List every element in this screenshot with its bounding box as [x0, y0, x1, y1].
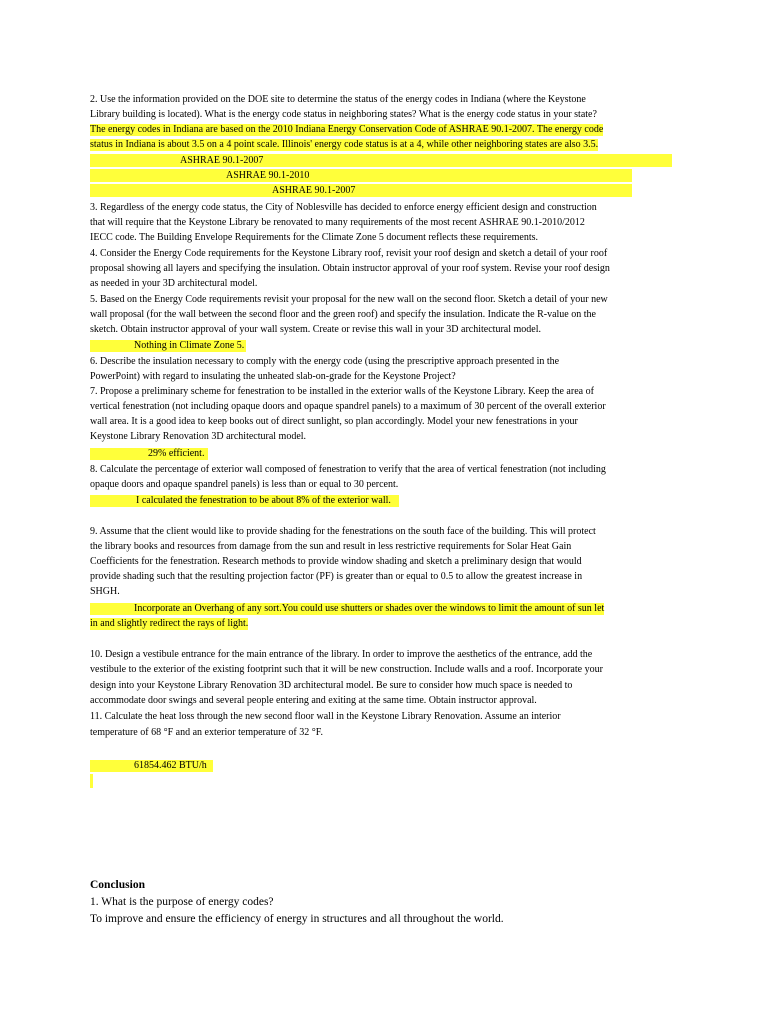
q2-line-1: 2. Use the information provided on the DOE site to determine the status of the energy codes in Indiana (where the Keystone — [90, 94, 586, 105]
q9-answer-line-2: in and slightly redirect the rays of light. — [90, 618, 249, 629]
q7-answer: 29% efficient. — [90, 448, 208, 460]
q4-line-3: as needed in your 3D architectural model. — [90, 278, 258, 289]
q9-answer-line-1: Incorporate an Overhang of any sort.You could use shutters or shades over the windows to limit the amount of sun let — [90, 603, 604, 615]
q9-line-1: 9. Assume that the client would like to provide shading for the fenestrations on the south face of the building. This will protect — [90, 526, 596, 537]
highlight-bar — [90, 184, 632, 197]
q2-line-2: Library building is located). What is the energy code status in neighboring states? What is the energy code status in your state? — [90, 109, 597, 120]
q7-line-4: Keystone Library Renovation 3D architectural model. — [90, 431, 307, 442]
conclusion-question: 1. What is the purpose of energy codes? — [90, 896, 274, 908]
q4-line-2: proposal showing all layers and specifying the insulation. Obtain instructor approval of your roof system. Revise your roof design — [90, 263, 610, 274]
q2-answer-line-2: status in Indiana is about 3.5 on a 4 point scale. Illinois' energy code status is at a 4, while other neighboring states are also 3.5. — [90, 139, 599, 150]
q7-line-2: vertical fenestration (not including opaque doors and opaque spandrel panels) to a maximum of 30 percent of the overall exterior — [90, 401, 606, 412]
q3-line-3: IECC code. The Building Envelope Requirements for the Climate Zone 5 document reflects these requirements. — [90, 232, 539, 243]
q9-line-3: Coefficients for the fenestration. Research methods to provide window shading and sketch a preliminary design that would — [90, 556, 582, 567]
highlight-bar — [90, 154, 672, 167]
q8-answer: I calculated the fenestration to be about 8% of the exterior wall. — [90, 495, 399, 507]
q6-line-1: 6. Describe the insulation necessary to comply with the energy code (using the prescriptive approach presented in the — [90, 356, 560, 367]
conclusion-heading: Conclusion — [90, 879, 145, 891]
q8-line-1: 8. Calculate the percentage of exterior wall composed of fenestration to verify that the area of vertical fenestration (not including — [90, 464, 606, 475]
q6-line-2: PowerPoint) with regard to insulating the unheated slab-on-grade for the Keystone Project? — [90, 371, 456, 382]
q11-answer: 61854.462 BTU/h — [90, 760, 213, 772]
q10-line-2: vestibule to the exterior of the existing footprint such that it will be new construction. Include walls and a roof. Incorporate your — [90, 664, 603, 675]
q5-answer: Nothing in Climate Zone 5. — [90, 340, 246, 352]
q10-line-1: 10. Design a vestibule entrance for the main entrance of the library. In order to improve the aesthetics of the entrance, add the — [90, 649, 593, 660]
q11-line-2: temperature of 68 °F and an exterior temperature of 32 °F. — [90, 727, 323, 738]
q10-line-3: design into your Keystone Library Renovation 3D architectural model. Be sure to consider how much space is needed to — [90, 680, 573, 691]
q9-line-2: the library books and resources from damage from the sun and result in less restrictive requirements for Solar Heat Gain — [90, 541, 572, 552]
q3-line-1: 3. Regardless of the energy code status, the City of Noblesville has decided to enforce energy efficient design and construction — [90, 202, 597, 213]
ashrae-code-other: ASHRAE 90.1-2007 — [272, 185, 356, 196]
ashrae-code-indiana: ASHRAE 90.1-2007 — [180, 155, 264, 166]
q9-line-5: SHGH. — [90, 586, 120, 597]
q11-line-1: 11. Calculate the heat loss through the new second floor wall in the Keystone Library Renovation. Assume an interior — [90, 711, 561, 722]
conclusion-answer: To improve and ensure the efficiency of energy in structures and all throughout the world. — [90, 913, 504, 925]
ashrae-code-illinois: ASHRAE 90.1-2010 — [226, 170, 310, 181]
q4-line-1: 4. Consider the Energy Code requirements for the Keystone Library roof, revisit your roof design and sketch a detail of your roof — [90, 248, 608, 259]
highlight-mark — [90, 774, 93, 788]
q5-line-2: wall proposal (for the wall between the second floor and the green roof) and specify the insulation. Indicate the R-value on the — [90, 309, 596, 320]
q10-line-4: accommodate door swings and several people entering and exiting at the same time. Obtain instructor approval. — [90, 695, 537, 706]
q9-line-4: provide shading such that the resulting projection factor (PF) is greater than or equal to 0.5 to allow the greatest increase in — [90, 571, 583, 582]
q3-line-2: that will require that the Keystone Library be renovated to many requirements of the most recent ASHRAE 90.1-2010/2012 — [90, 217, 585, 228]
highlight-bar — [90, 169, 632, 182]
q2-answer-line-1: The energy codes in Indiana are based on the 2010 Indiana Energy Conservation Code of ASHRAE 90.1-2007. The energy code — [90, 124, 604, 135]
q5-line-1: 5. Based on the Energy Code requirements revisit your proposal for the new wall on the second floor. Sketch a detail of your new — [90, 294, 608, 305]
q8-line-2: opaque doors and opaque spandrel panels) is less than or equal to 30 percent. — [90, 479, 399, 490]
q7-line-3: wall area. It is a good idea to keep books out of direct sunlight, so plan accordingly. Model your new fenestrations in your — [90, 416, 578, 427]
q7-line-1: 7. Propose a preliminary scheme for fenestration to be installed in the exterior walls of the Keystone Library. Keep the area of — [90, 386, 594, 397]
q5-line-3: sketch. Obtain instructor approval of your wall system. Create or revise this wall in your 3D architectural model. — [90, 324, 541, 335]
